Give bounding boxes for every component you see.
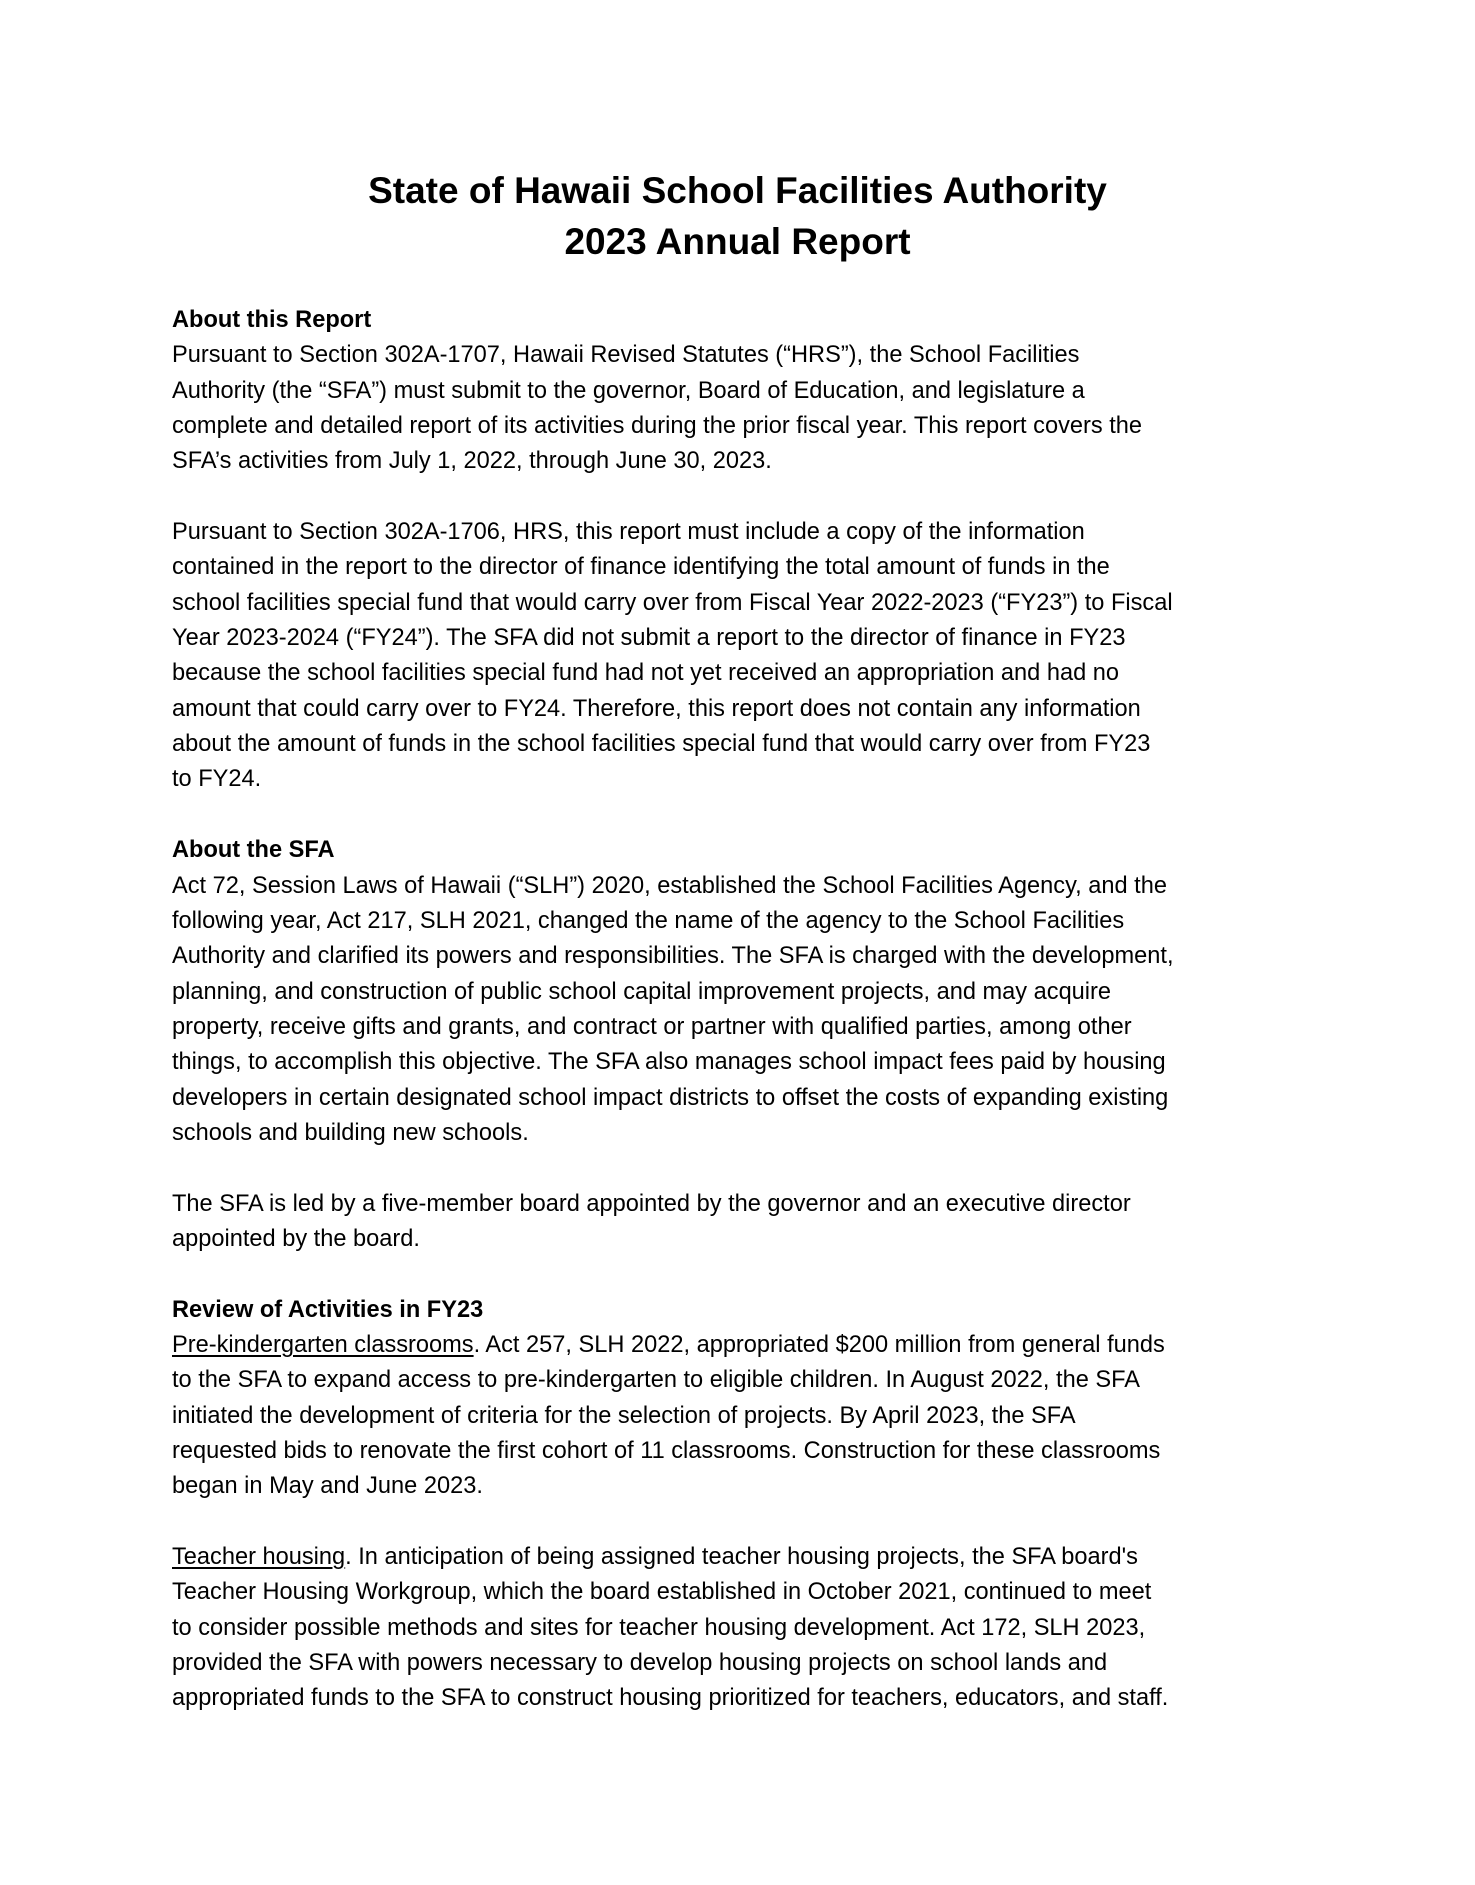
paragraph-spacer: [172, 1151, 1322, 1186]
text-line: Authority (the “SFA”) must submit to the governor, Board of Education, and legislature a: [172, 377, 1085, 404]
text-line: complete and detailed report of its activities during the prior fiscal year. This report covers the: [172, 413, 1143, 440]
document-body: [172, 303, 1322, 1717]
title-line-1: State of Hawaii School Facilities Authority: [368, 170, 1107, 211]
section-spacer: [172, 1257, 1322, 1292]
paragraph: [172, 869, 1322, 1152]
text-line: amount that could carry over to FY24. Therefore, this report does not contain any information: [172, 695, 1141, 722]
text-line: provided the SFA with powers necessary to develop housing projects on school lands and: [172, 1650, 1108, 1677]
text-line: Year 2023-2024 (“FY24”). The SFA did not submit a report to the director of finance in FY23: [172, 625, 1126, 652]
section-review-activities: [172, 1293, 1322, 1717]
text-line: schools and building new schools.: [172, 1119, 529, 1146]
paragraph-prek: [172, 1328, 1322, 1505]
text-line: things, to accomplish this objective. The SFA also manages school impact fees paid by housing: [172, 1049, 1166, 1076]
text-line: Act 72, Session Laws of Hawaii (“SLH”) 2020, established the School Facilities Agency, and the: [172, 872, 1167, 899]
paragraph-teacher-housing: [172, 1540, 1322, 1717]
section-spacer: [172, 798, 1322, 833]
text-line: property, receive gifts and grants, and contract or partner with qualified parties, among other: [172, 1013, 1132, 1040]
paragraph: [172, 1187, 1322, 1258]
document-title: [0, 165, 1475, 267]
text-line: to the SFA to expand access to pre-kindergarten to eligible children. In August 2022, the SFA: [172, 1367, 1140, 1394]
text-line: requested bids to renovate the first cohort of 11 classrooms. Construction for these classrooms: [172, 1438, 1161, 1464]
text-line: planning, and construction of public school capital improvement projects, and may acquire: [172, 978, 1112, 1005]
text-line: developers in certain designated school impact districts to offset the costs of expanding existing: [172, 1084, 1169, 1111]
text-line: appropriated funds to the SFA to construct housing prioritized for teachers, educators, and staff.: [172, 1685, 1169, 1712]
subheading-prek: Pre-kindergarten classrooms: [172, 1331, 474, 1358]
section-heading: Review of Activities in FY23: [172, 1296, 484, 1323]
text-line: to FY24.: [172, 766, 262, 793]
text-line: The SFA is led by a five-member board appointed by the governor and an executive director: [172, 1190, 1131, 1217]
text-line: Teacher Housing Workgroup, which the board established in October 2021, continued to meet: [172, 1579, 1152, 1606]
text-line: [172, 1540, 1322, 1575]
text-line: Pursuant to Section 302A-1706, HRS, this report must include a copy of the information: [172, 519, 1085, 546]
section-heading: About the SFA: [172, 837, 335, 864]
text-run: . Act 257, SLH 2022, appropriated $200 million from general funds: [473, 1331, 1165, 1358]
text-line: appointed by the board.: [172, 1225, 420, 1252]
subheading-teacher-housing: Teacher housing: [172, 1544, 346, 1571]
paragraph-spacer: [172, 1505, 1322, 1540]
paragraph-spacer: [172, 480, 1322, 515]
text-line: about the amount of funds in the school facilities special fund that would carry over from FY23: [172, 731, 1151, 758]
section-about-report: [172, 303, 1322, 798]
text-line: initiated the development of criteria for the selection of projects. By April 2023, the SFA: [172, 1402, 1076, 1429]
text-line: to consider possible methods and sites for teacher housing development. Act 172, SLH 2023,: [172, 1614, 1146, 1641]
text-line: because the school facilities special fund had not yet received an appropriation and had no: [172, 660, 1120, 687]
section-heading: About this Report: [172, 307, 372, 333]
text-line: Authority and clarified its powers and responsibilities. The SFA is charged with the development,: [172, 943, 1174, 970]
text-line: school facilities special fund that would carry over from Fiscal Year 2022-2023 (“FY23”) to Fiscal: [172, 589, 1173, 616]
text-line: SFA’s activities from July 1, 2022, through June 30, 2023.: [172, 448, 772, 475]
section-about-sfa: [172, 833, 1322, 1257]
text-line: [172, 1328, 1322, 1363]
text-line: contained in the report to the director of finance identifying the total amount of funds in the: [172, 554, 1110, 581]
text-run: . In anticipation of being assigned teacher housing projects, the SFA board's: [345, 1544, 1138, 1571]
text-line: began in May and June 2023.: [172, 1473, 483, 1500]
paragraph: [172, 338, 1322, 479]
text-line: Pursuant to Section 302A-1707, Hawaii Revised Statutes (“HRS”), the School Facilities: [172, 342, 1080, 369]
paragraph: [172, 515, 1322, 798]
title-line-2: 2023 Annual Report: [564, 221, 911, 262]
text-line: following year, Act 217, SLH 2021, changed the name of the agency to the School Facilities: [172, 907, 1125, 934]
